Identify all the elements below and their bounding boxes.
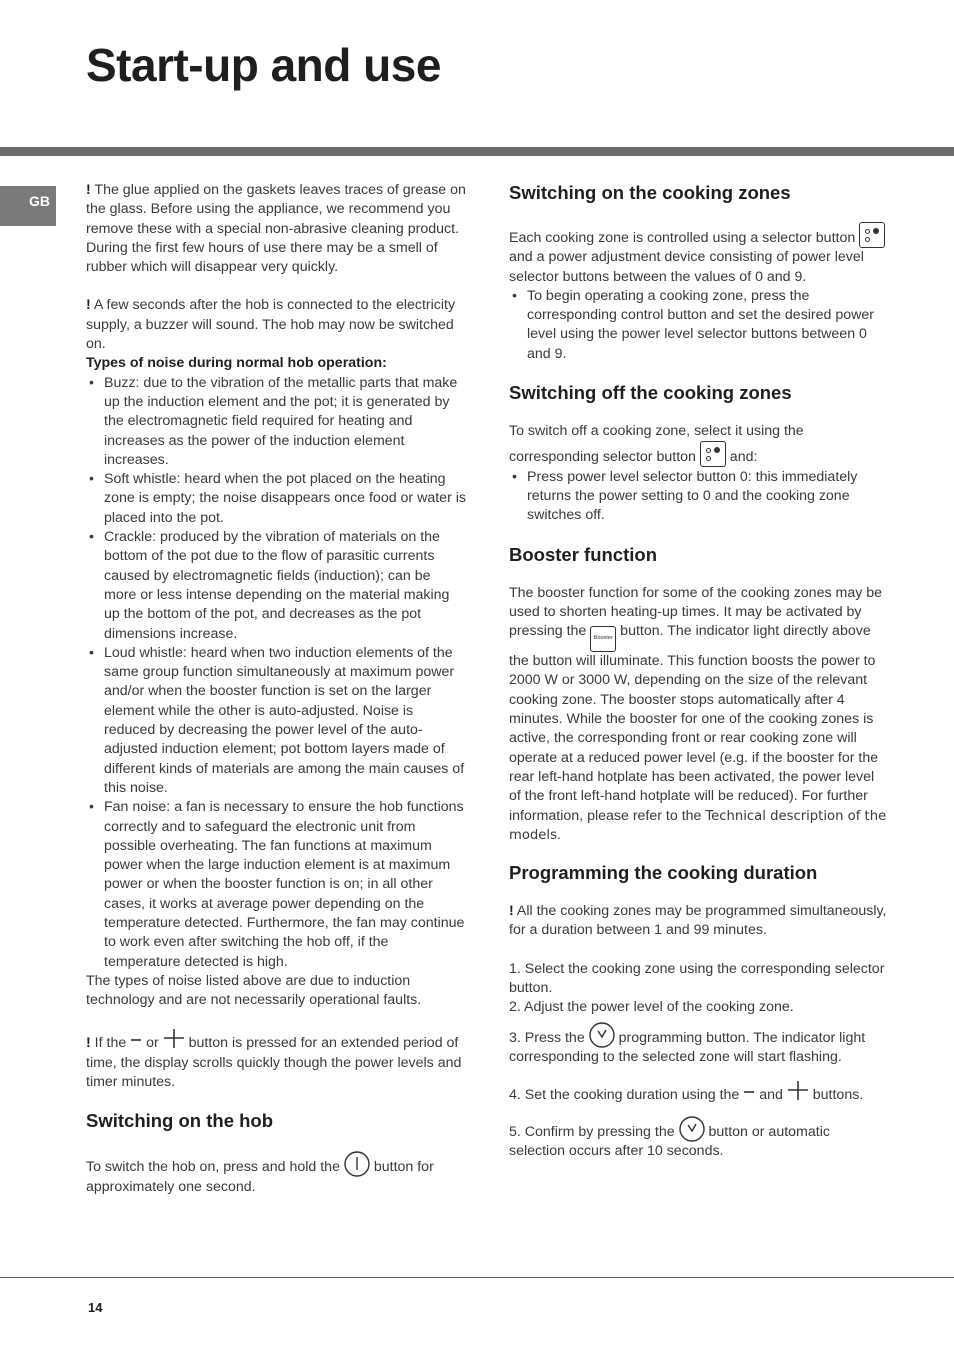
programming-step-2: 2. Adjust the power level of the cooking zone. bbox=[509, 999, 794, 1016]
list-item: • To begin operating a cooking zone, press the corresponding control button and set the desired power level using the power level selector buttons between 0 and 9. bbox=[509, 287, 889, 364]
switch-off-zones-list bbox=[509, 468, 889, 526]
glue-warning bbox=[86, 181, 466, 277]
list-item: • Loud whistle: heard when two induction elements of the same group function simultaneously at maximum power and/or when the booster function is set on the larger element while the other is auto-adjusted. Noise is reduced by decreasing the power level of the auto-adjusted induction element; pot bottom layers made of different kinds of materials are among the main causes of this noise. bbox=[86, 644, 466, 798]
list-item: • Buzz: due to the vibration of the metallic parts that make up the induction element and the pot; it is generated by the electromagnetic field required for heating and increases as the power of the induction element increases. bbox=[86, 374, 466, 470]
selector-button-icon bbox=[700, 441, 726, 467]
selector-button-icon bbox=[859, 222, 885, 248]
booster-button-icon: Booster bbox=[590, 626, 616, 652]
left-column bbox=[86, 181, 466, 1197]
minus-icon bbox=[743, 1085, 755, 1103]
switch-off-zones-text: To switch off a cooking zone, select it using the corresponding selector button and: bbox=[509, 423, 804, 466]
list-item: • Press power level selector button 0: this immediately returns the power setting to 0 and the cooking zone switches off. bbox=[509, 468, 889, 526]
minus-icon bbox=[130, 1033, 142, 1051]
page-number: 14 bbox=[88, 1300, 103, 1315]
switch-on-zones-text: Each cooking zone is controlled using a selector button and a power adjustment device consisting of power level selector buttons between the values of 0 and 9. bbox=[509, 222, 889, 287]
warning-mark: ! bbox=[86, 182, 91, 198]
noise-types-list bbox=[86, 374, 466, 972]
technical-description-reference: Technical description of the models bbox=[509, 808, 887, 843]
page-title: Start-up and use bbox=[86, 39, 441, 91]
warning-mark: ! bbox=[86, 297, 91, 314]
list-item: • Crackle: produced by the vibration of materials on the bottom of the pot due to the flow of parasitic currents caused by electromagnetic fields (induction); can be more or less intense depending on the material making up the bottom of the pot, and decreases as the pot dimensions increase. bbox=[86, 528, 466, 644]
buzzer-note bbox=[86, 296, 466, 354]
right-column bbox=[509, 181, 889, 1161]
noise-footer: The types of noise listed above are due to induction technology and are not necessarily operational faults. bbox=[86, 972, 422, 1009]
section-heading-programming: Programming the cooking duration bbox=[509, 862, 818, 884]
section-heading-booster: Booster function bbox=[509, 543, 657, 565]
list-item: • Soft whistle: heard when the pot placed on the heating zone is empty; the noise disappears once food or water is placed into the pot. bbox=[86, 470, 466, 528]
language-tab: GB bbox=[0, 186, 56, 226]
header-divider-bar bbox=[0, 147, 954, 156]
switch-on-hob-text: To switch the hob on, press and hold the button for approximately one second. bbox=[86, 1151, 466, 1197]
buzzer-note-text: A few seconds after the hob is connected to the electricity supply, a buzzer will sound. The hob may now be switched on. bbox=[86, 297, 456, 353]
timer-clock-icon bbox=[679, 1116, 705, 1142]
section-heading-switch-off-zones: Switching off the cooking zones bbox=[509, 382, 792, 404]
booster-text: The booster function for some of the cooking zones may be used to shorten heating-up times. It may be activated by pressing the Booster button. The indicator light directly above the button will illuminate. This function boosts the power to 2000 W or 3000 W, depending on the size of the relevant cooking zone. The booster stops automatically after 4 minutes. While the booster for one of the cooking zones is active, the corresponding front or rear cooking zone will operate at a reduced power level (e.g. if the booster for the rear left-hand hotplate has been activated, the power level of the front left-hand hotplate will be reduced). For further information, please refer to the Technical description of the models. bbox=[509, 584, 887, 843]
programming-step-3: 3. Press the programming button. The indicator light corresponding to the selected zone will start flashing. bbox=[509, 1022, 889, 1068]
footer-divider bbox=[0, 1277, 954, 1278]
section-heading-switch-on-hob: Switching on the hob bbox=[86, 1110, 274, 1132]
plus-icon bbox=[163, 1029, 185, 1051]
power-icon bbox=[344, 1151, 370, 1177]
switch-on-zones-list bbox=[509, 287, 889, 364]
scroll-note: ! If the or button is pressed for an extended period of time, the display scrolls quickly though the power levels and timer minutes. bbox=[86, 1029, 466, 1092]
programming-step-1: 1. Select the cooking zone using the corresponding selector button. bbox=[509, 960, 885, 997]
list-item: • Fan noise: a fan is necessary to ensure the hob functions correctly and to safeguard the electronic unit from possible overheating. The fan functions at maximum power when the large induction element is at maximum power or when the booster function is on; in all other cases, it works at average power depending on the temperature detected. Furthermore, the fan may continue to work even after switching the hob off, if the temperature detected is high. bbox=[86, 798, 466, 972]
programming-step-5: 5. Confirm by pressing the button or automatic selection occurs after 10 seconds. bbox=[509, 1116, 889, 1162]
programming-note: ! All the cooking zones may be programmed simultaneously, for a duration between 1 and 99 minutes. bbox=[509, 903, 887, 939]
glue-warning-text: The glue applied on the gaskets leaves traces of grease on the glass. Before using the appliance, we recommend you remove these with a special non-abrasive cleaning product. During the first few hours of use there may be a smell of rubber which will disappear very quickly. bbox=[86, 182, 466, 276]
plus-icon bbox=[787, 1081, 809, 1103]
noise-types-heading: Types of noise during normal hob operation: bbox=[86, 355, 387, 372]
section-heading-switch-on-zones: Switching on the cooking zones bbox=[509, 182, 791, 203]
warning-mark: ! bbox=[86, 1035, 91, 1052]
programming-step-4: 4. Set the cooking duration using the and buttons. bbox=[509, 1081, 889, 1105]
timer-clock-icon bbox=[589, 1022, 615, 1048]
warning-mark: ! bbox=[509, 903, 514, 920]
